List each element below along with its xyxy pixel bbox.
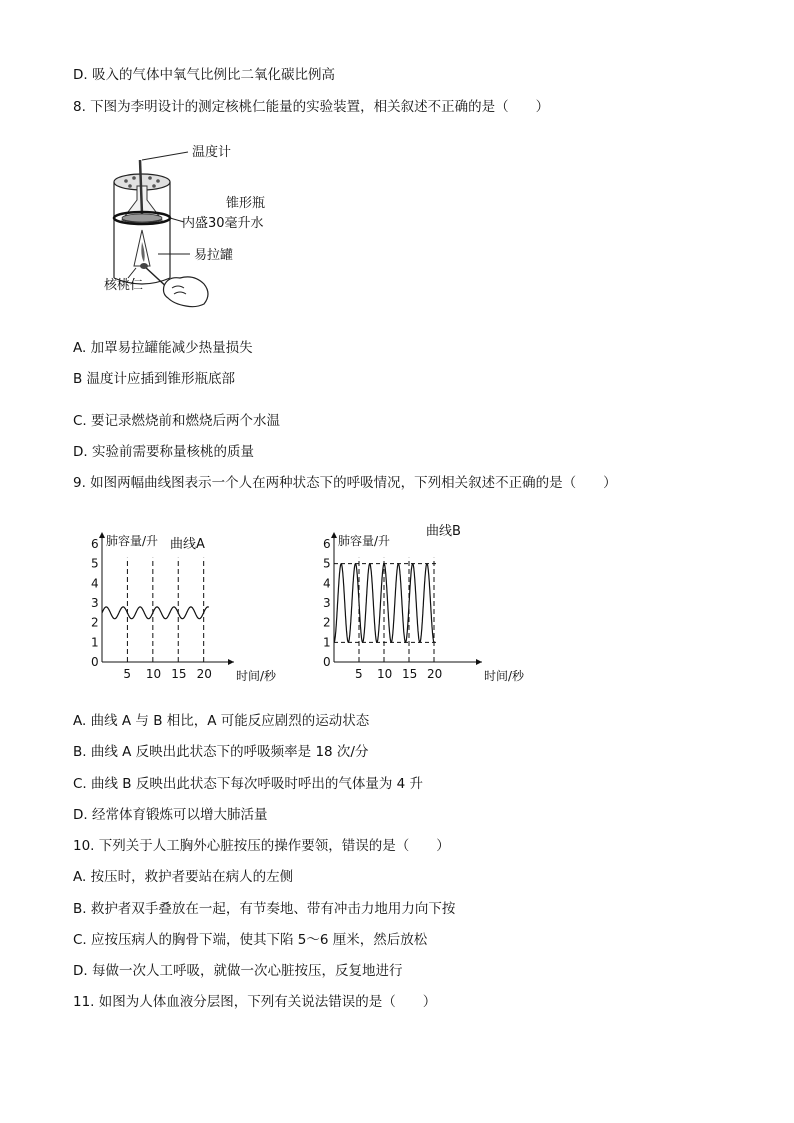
y-tick-label: 2 — [323, 615, 331, 630]
label-water: 内盛30毫升水 — [182, 216, 264, 231]
y-tick-label: 6 — [91, 537, 99, 551]
x-axis-arrow — [228, 659, 234, 665]
option-d-prev: D. 吸入的气体中氧气比例比二氧化碳比例高 — [73, 67, 335, 83]
y-tick-label: 2 — [91, 615, 99, 630]
y-tick-label: 1 — [91, 635, 99, 650]
y-axis-label: 肺容量/升 — [106, 534, 159, 548]
chart-b — [314, 520, 536, 690]
apparatus-figure — [100, 138, 280, 330]
y-axis-label: 肺容量/升 — [338, 534, 391, 548]
y-tick-label: 4 — [91, 576, 99, 591]
x-tick-label: 5 — [123, 667, 132, 681]
option-8a: A. 加罩易拉罐能减少热量损失 — [73, 340, 253, 356]
x-tick-label: 20 — [196, 667, 212, 681]
x-tick-label: 10 — [377, 667, 393, 681]
option-9a: A. 曲线 A 与 B 相比，A 可能反应剧烈的运动状态 — [73, 713, 370, 729]
option-8d: D. 实验前需要称量核桃的质量 — [73, 444, 254, 460]
hand-shape — [164, 277, 209, 307]
series-line — [102, 607, 209, 619]
label-flask: 锥形瓶 — [226, 196, 266, 211]
option-9c: C. 曲线 B 反映出此状态下每次呼吸时呼出的气体量为 4 升 — [73, 776, 424, 792]
x-tick-label: 15 — [402, 667, 418, 681]
option-8b: B 温度计应插到锥形瓶底部 — [73, 371, 236, 387]
label-thermometer: 温度计 — [192, 145, 232, 160]
y-axis-arrow — [331, 532, 337, 538]
option-10d: D. 每做一次人工呼吸，就做一次心脏按压，反复地进行 — [73, 963, 403, 979]
walnut-shape — [140, 263, 148, 269]
option-9d: D. 经常体育锻炼可以增大肺活量 — [73, 807, 268, 823]
question-9: 9. 如图两幅曲线图表示一个人在两种状态下的呼吸情况，下列相关叙述不正确的是（ ） — [73, 475, 617, 491]
question-11: 11. 如图为人体血液分层图，下列有关说法错误的是（ ） — [73, 994, 437, 1010]
x-tick-label: 20 — [427, 667, 443, 681]
y-tick-label: 5 — [323, 556, 331, 571]
x-axis-label: 时间/秒 — [236, 669, 277, 683]
label-can: 易拉罐 — [194, 248, 234, 263]
y-tick-label: 3 — [91, 596, 99, 610]
y-axis-arrow — [99, 532, 105, 538]
x-tick-label: 15 — [171, 667, 187, 681]
option-9b: B. 曲线 A 反映出此状态下的呼吸频率是 18 次/分 — [73, 744, 369, 760]
option-10a: A. 按压时，救护者要站在病人的左侧 — [73, 869, 294, 885]
y-tick-label: 6 — [323, 537, 331, 551]
y-tick-label: 5 — [91, 556, 99, 571]
option-10b: B. 救护者双手叠放在一起，有节奏地、带有冲击力地用力向下按 — [73, 901, 456, 917]
y-tick-label: 4 — [323, 576, 331, 591]
x-axis-arrow — [476, 659, 482, 665]
x-tick-label: 5 — [355, 667, 363, 681]
chart-a — [84, 520, 308, 690]
y-tick-label: 0 — [91, 655, 99, 669]
label-walnut: 核桃仁 — [104, 278, 144, 293]
chart-title: 曲线B — [426, 524, 461, 539]
chart-title: 曲线A — [170, 537, 205, 552]
option-8c: C. 要记录燃烧前和燃烧后两个水温 — [73, 413, 281, 429]
question-10: 10. 下列关于人工胸外心脏按压的操作要领，错误的是（ ） — [73, 838, 450, 854]
question-8: 8. 下图为李明设计的测定核桃仁能量的实验装置，相关叙述不正确的是（ ） — [73, 99, 550, 115]
x-axis-label: 时间/秒 — [484, 669, 525, 683]
x-tick-label: 10 — [145, 667, 162, 681]
y-tick-label: 1 — [323, 635, 331, 650]
y-tick-label: 0 — [323, 655, 331, 669]
option-10c: C. 应按压病人的胸骨下端，使其下陷 5～6 厘米，然后放松 — [73, 932, 428, 948]
y-tick-label: 3 — [323, 596, 331, 610]
